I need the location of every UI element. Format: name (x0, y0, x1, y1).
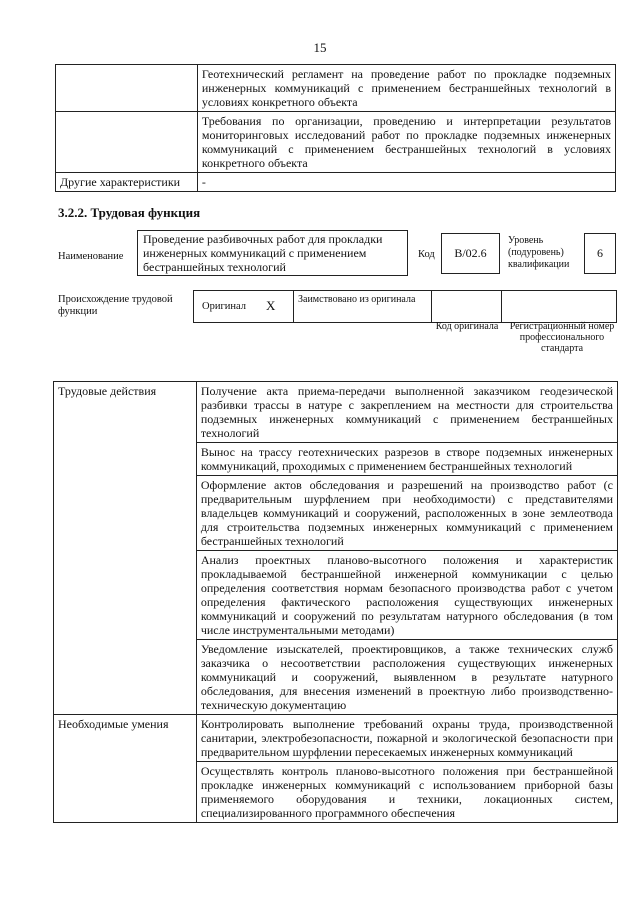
origin-box (193, 290, 617, 323)
code-value: B/02.6 (441, 233, 500, 274)
characteristic-item: Геотехнический регламент на проведение работ по прокладке подземных инженерных коммуникаций с применением бестраншейных технологий в условиях конкретного объекта (197, 65, 615, 112)
name-label: Наименование (58, 251, 124, 262)
top-table (55, 64, 616, 192)
divider (431, 291, 432, 322)
function-name-value: Проведение разбивочных работ для прокладки инженерных коммуникаций с применением бестраншейных технологий (143, 232, 383, 274)
divider (293, 291, 294, 322)
labor-action-item: Оформление актов обследования и разрешений на производство работ (с предварительным шурфлением при необходимости) с представителями владельцев коммуникаций и сооружений, расположенных в зоне землеотвода для строительства подземных инженерных коммуникаций с применением бестраншейных технологий (196, 476, 617, 551)
divider (501, 291, 502, 322)
skill-item: Осуществлять контроль планово-высотного положения при бестраншейной прокладке инженерных коммуникаций с использованием приборной базы применяемого оборудования и техники, локационных систем, специализированного программного обеспечения (196, 762, 617, 823)
table-row (54, 715, 618, 762)
original-label: Оригинал (202, 301, 246, 312)
skills-label: Необходимые умения (54, 715, 197, 823)
labor-action-item: Вынос на трассу геотехнических разрезов в створе подземных инженерных коммуникаций, проходимых с применением бестраншейных технологий (196, 443, 617, 476)
labor-action-item: Получение акта приема-передачи выполненной заказчиком геодезической разбивки трассы в натуре с закреплением на местности для строительства подземных инженерных коммуникаций с применением бестраншейных технологий (196, 382, 617, 443)
borrowed-label: Заимствовано из оригинала (298, 294, 416, 305)
reg-number-caption: Регистрационный номер профессионального стандарта (509, 321, 615, 354)
code-original-caption: Код оригинала (435, 321, 499, 332)
other-characteristics-label: Другие характеристики (56, 173, 198, 192)
section-heading: 3.2.2. Трудовая функция (58, 205, 201, 220)
skill-item: Контролировать выполнение требований охраны труда, производственной санитарии, электробезопасности, пожарной и экологической безопасности при предварительном шурфлении пересекаемых инженерных коммуникаций (196, 715, 617, 762)
other-characteristics-value: - (197, 173, 615, 192)
function-name-box (137, 230, 408, 276)
characteristic-item: Требования по организации, проведению и интерпретации результатов мониторинговых исследований работ по прокладке подземных инженерных коммуникаций с применением бестраншейных технологий в условиях конкретного объекта (197, 112, 615, 173)
table-row (56, 112, 616, 173)
labor-action-item: Уведомление изыскателей, проектировщиков, а также технических служб заказчика о несоответствии расположения существующих инженерных коммуникаций и сооружений, выявленном в результате натурного обследования, для внесения изменений в проектную либо производственно-техническую документацию (196, 640, 617, 715)
main-table (53, 381, 618, 823)
labor-actions-label: Трудовые действия (54, 382, 197, 715)
original-mark: X (266, 298, 276, 313)
table-cell-empty (56, 112, 198, 173)
table-row (56, 173, 616, 192)
page-number: 15 (313, 40, 327, 55)
table-row (54, 382, 618, 443)
origin-label: Происхождение трудовой функции (58, 294, 173, 317)
labor-action-item: Анализ проектных планово-высотного положения и характеристик прокладываемой бестраншейной инженерной коммуникации с целью определения соответствия нормам безопасного производства работ с учетом определения фактического расположения существующих инженерных коммуникаций и сооружений по результатам натурного обследования (в том числе инструментальными методами) (196, 551, 617, 640)
table-row (56, 65, 616, 112)
level-value: 6 (584, 233, 616, 274)
table-cell-empty (56, 65, 198, 112)
code-label: Код (418, 249, 435, 260)
level-label: Уровень (подуровень) квалификации (508, 235, 570, 270)
